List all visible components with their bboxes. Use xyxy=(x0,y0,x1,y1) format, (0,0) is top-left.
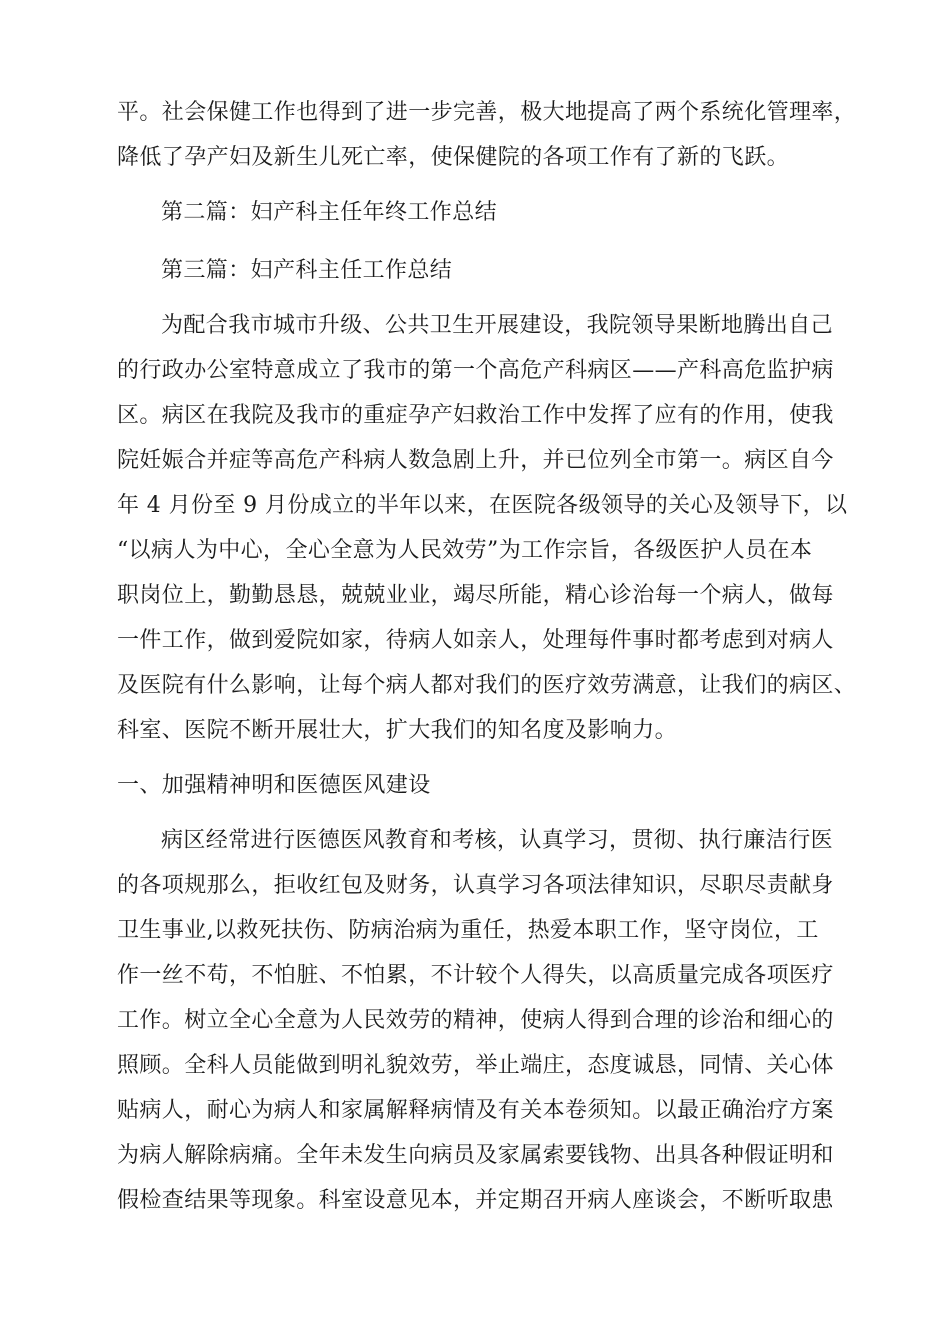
paragraph-line: 照顾。全科人员能做到明礼貌效劳，举止端庄，态度诚恳，同情、关心体 xyxy=(117,1053,834,1078)
paragraph-line: 假检查结果等现象。科室设意见本，并定期召开病人座谈会，不断听取患 xyxy=(117,1188,834,1213)
paragraph-line: 一件工作，做到爱院如家，待病人如亲人，处理每件事时都考虑到对病人 xyxy=(117,628,834,653)
paragraph-line: 降低了孕产妇及新生儿死亡率，使保健院的各项工作有了新的飞跃。 xyxy=(117,145,790,170)
paragraph-line: 的各项规那么，拒收红包及财务，认真学习各项法律知识，尽职尽责献身 xyxy=(117,873,834,898)
paragraph-line: 卫生事业,以救死扶伤、防病治病为重任，热爱本职工作，坚守岗位，工 xyxy=(117,918,819,943)
paragraph-line: 的行政办公室特意成立了我市的第一个高危产科病区——产科高危监护病 xyxy=(117,358,834,383)
paragraph-line: 贴病人，耐心为病人和家属解释病情及有关本卷须知。以最正确治疗方案 xyxy=(117,1098,834,1123)
paragraph-line: 为病人解除病痛。全年未发生向病员及家属索要钱物、出具各种假证明和 xyxy=(117,1143,834,1168)
section-title-third: 第三篇：妇产科主任工作总结 xyxy=(161,258,453,283)
paragraph-line: 职岗位上，勤勤恳恳，兢兢业业，竭尽所能，精心诊治每一个病人，做每 xyxy=(117,583,834,608)
paragraph-line: 工作。树立全心全意为人民效劳的精神，使病人得到合理的诊治和细心的 xyxy=(117,1008,834,1033)
paragraph-line: 病区经常进行医德医风教育和考核，认真学习，贯彻、执行廉洁行医 xyxy=(161,828,834,853)
paragraph-line: 作一丝不苟，不怕脏、不怕累，不计较个人得失，以高质量完成各项医疗 xyxy=(117,963,834,988)
paragraph-line: 年 4 月份至 9 月份成立的半年以来，在医院各级领导的关心及领导下，以 xyxy=(117,493,848,518)
paragraph-line: 科室、医院不断开展壮大，扩大我们的知名度及影响力。 xyxy=(117,718,678,743)
section-title-second: 第二篇：妇产科主任年终工作总结 xyxy=(161,200,498,225)
paragraph-line: “以病人为中心，全心全意为人民效劳”为工作宗旨，各级医护人员在本 xyxy=(117,538,813,563)
paragraph-line: 平。社会保健工作也得到了进一步完善，极大地提高了两个系统化管理率， xyxy=(117,100,857,125)
paragraph-line: 区。病区在我院及我市的重症孕产妇救治工作中发挥了应有的作用，使我 xyxy=(117,403,834,428)
section-heading: 一、加强精神明和医德医风建设 xyxy=(117,773,431,798)
paragraph-line: 及医院有什么影响，让每个病人都对我们的医疗效劳满意，让我们的病区、 xyxy=(117,673,857,698)
paragraph-line: 院妊娠合并症等高危产科病人数急剧上升，并已位列全市第一。病区自今 xyxy=(117,448,834,473)
paragraph-line: 为配合我市城市升级、公共卫生开展建设，我院领导果断地腾出自己 xyxy=(161,313,834,338)
